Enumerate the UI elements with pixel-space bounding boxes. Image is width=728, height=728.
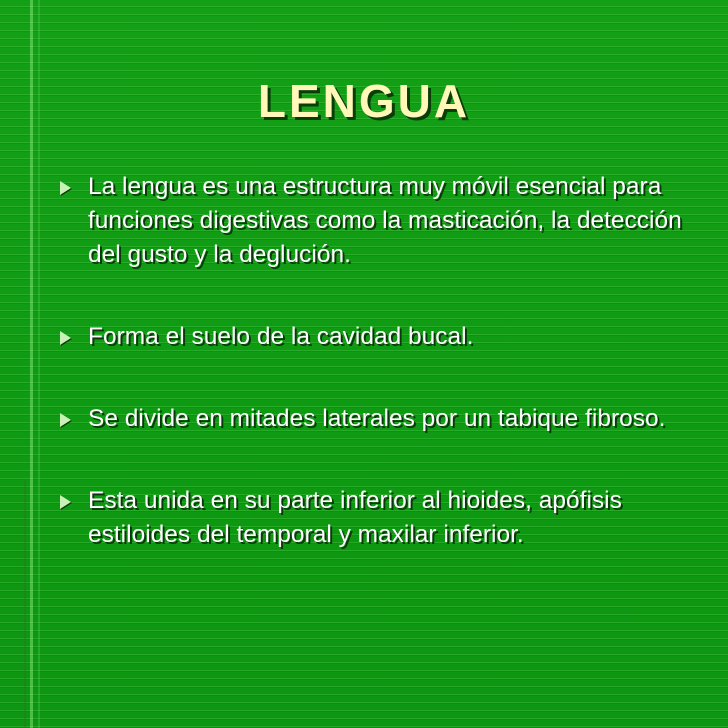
bullet-text: Se divide en mitades laterales por un tabique fibroso. xyxy=(88,405,666,432)
bullet-text: Esta unida en su parte inferior al hioides, apófisis estiloides del temporal y maxilar inferior. xyxy=(88,487,622,548)
bullet-text: Forma el suelo de la cavidad bucal. xyxy=(88,323,474,350)
triangle-bullet-icon xyxy=(60,495,71,509)
triangle-bullet-icon xyxy=(60,181,71,195)
bullet-text: La lengua es una estructura muy móvil esencial para funciones digestivas como la masticación, la detección del gusto y la deglución. xyxy=(88,173,682,268)
bullet-item xyxy=(56,402,696,436)
bullet-item xyxy=(56,484,696,552)
decorative-vertical-bar xyxy=(24,480,26,728)
triangle-bullet-icon xyxy=(60,331,71,345)
bullet-item xyxy=(56,170,696,272)
bullet-item xyxy=(56,320,696,354)
slide-title: LENGUA xyxy=(257,75,471,127)
bullet-list xyxy=(56,170,696,552)
triangle-bullet-icon xyxy=(60,413,71,427)
